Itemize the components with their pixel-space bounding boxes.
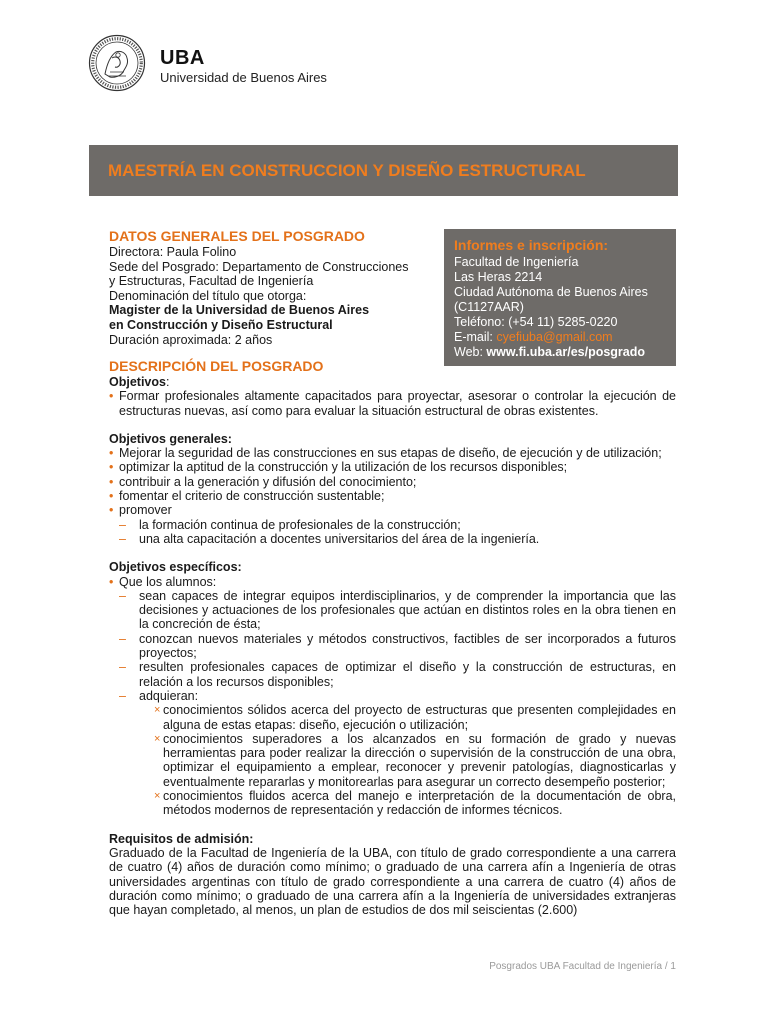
list-item-text: contribuir a la generación y difusión del conocimiento; [119, 474, 417, 489]
directora: Directora: Paula Folino [109, 245, 237, 259]
informes-line-1: Facultad de Ingeniería [454, 255, 579, 269]
informes-box [444, 229, 676, 366]
bullet-icon: • [109, 474, 114, 489]
informes-line-2: Las Heras 2214 [454, 270, 543, 284]
list-item-text: una alta capacitación a docentes universitarios del área de la ingeniería. [139, 531, 540, 546]
bullet-icon: • [109, 574, 114, 589]
uba-logo-text: UBA [160, 47, 205, 69]
requisitos-label: Requisitos de admisión: [109, 831, 254, 846]
denominacion: Denominación del título que otorga: [109, 288, 307, 303]
list-item-text: adquieran: [139, 688, 199, 703]
university-name: Universidad de Buenos Aires [160, 70, 327, 85]
email-link[interactable]: cyefiuba@gmail.com [496, 330, 613, 344]
list-item [109, 503, 676, 517]
promover-list [109, 518, 676, 547]
bullet-icon: • [109, 489, 114, 504]
university-seal-icon [88, 34, 146, 92]
datos-generales [109, 228, 439, 347]
titulo-line-2: en Construcción y Diseño Estructural [109, 317, 333, 332]
list-item-text: Mejorar la seguridad de las construcciones en sus etapas de diseño, de ejecución y de utilización; [119, 446, 662, 461]
list-item-text: conocimientos fluidos acerca del manejo e interpretación de la documentación de obra, métodos modernos de representación y redacción de informes técnicos. [163, 789, 676, 818]
bullet-icon: • [109, 460, 114, 475]
list-item [119, 632, 676, 661]
list-item-text: Que los alumnos: [119, 574, 217, 589]
objetivos-label: Objetivos [109, 375, 166, 389]
objetivos-list [109, 389, 676, 418]
dash-icon: – [119, 688, 126, 703]
list-item [109, 575, 676, 589]
descripcion [109, 358, 676, 917]
cross-icon: × [154, 732, 161, 745]
list-item [109, 460, 676, 474]
list-item [109, 489, 676, 503]
especificos-label: Objetivos específicos: [109, 560, 242, 575]
list-item [119, 518, 676, 532]
dash-icon: – [119, 588, 126, 603]
bullet-icon: • [109, 503, 114, 518]
list-item-text: conocimientos superadores a los alcanzados en su formación de grado y nuevas herramientas para poder realizar la dirección o supervisión de la construcción de una obra, optimizar el equipamiento a emplear, reconocer y prevenir patologías, diagnosticarlas y eventualmente repararlas y monitorearlas para asegurar un correcto desempeño posterior; [163, 731, 676, 789]
list-item [154, 732, 676, 789]
list-item [119, 660, 676, 689]
bullet-icon: • [109, 389, 114, 404]
informes-email-row [454, 330, 666, 345]
list-item-text: Formar profesionales altamente capacitados para proyectar, asesorar o controlar la ejecución de estructuras nuevas, así como para evaluar la situación estructural de obras existentes. [119, 389, 676, 418]
list-item [119, 689, 676, 818]
objetivos-colon: : [165, 375, 170, 389]
dash-icon: – [119, 531, 126, 546]
list-item-text: sean capaces de integrar equipos interdisciplinarios, y de comprender la importancia que las decisiones y actuaciones de los profesionales que actúan en distintos roles en la obra tienen en la concreción de ésta; [139, 588, 676, 632]
web-link[interactable]: www.fi.uba.ar/es/posgrado [486, 345, 646, 359]
objetivos-heading [109, 375, 676, 389]
list-item-text: la formación continua de profesionales de la construcción; [139, 517, 461, 532]
requisitos-text: Graduado de la Facultad de Ingeniería de la UBA, con título de grado correspondiente a una carrera de cuatro (4) años de duración como mínimo; o graduado de una carrera afín a Ingeniería de otras universidades argentinas con título de grado correspondiente a una carrera de cuatro (4) años de duración como mínimo; o graduado de una carrera afín a la Ingeniería de universidades extranjeras que hayan completado, al menos, un plan de estudios de dos mil seiscientas (2.600) [109, 845, 676, 918]
list-item-text: conocimientos sólidos acerca del proyecto de estructuras que presenten complejidades en alguna de estas etapas: diseño, ejecución o utilización; [163, 703, 676, 732]
dash-icon: – [119, 660, 126, 675]
informes-line-3: Ciudad Autónoma de Buenos Aires [454, 285, 648, 299]
list-item-text: promover [119, 503, 172, 518]
list-item [109, 475, 676, 489]
generales-list [109, 446, 676, 517]
informes-telefono: Teléfono: (+54 11) 5285-0220 [454, 315, 618, 329]
email-label: E-mail: [454, 330, 497, 344]
title-bar [89, 145, 678, 196]
informes-title: Informes e inscripción: [454, 237, 609, 253]
page-title: MAESTRÍA EN CONSTRUCCION Y DISEÑO ESTRUCTURAL [108, 161, 586, 180]
list-item [119, 589, 676, 632]
list-item [109, 446, 676, 460]
cross-icon: × [154, 704, 161, 717]
dash-icon: – [119, 517, 126, 532]
datos-title: DATOS GENERALES DEL POSGRADO [109, 228, 365, 244]
list-item-text: optimizar la aptitud de la construcción y la utilización de los recursos disponibles; [119, 460, 568, 475]
duracion: Duración aproximada: 2 años [109, 332, 273, 347]
list-item-text: conozcan nuevos materiales y métodos constructivos, factibles de ser incorporados a futuros proyectos; [139, 631, 676, 661]
cross-icon: × [154, 790, 161, 803]
descripcion-title: DESCRIPCIÓN DEL POSGRADO [109, 358, 324, 374]
list-item-text: resulten profesionales capaces de optimizar el diseño y la construcción de estructuras, en relación a los recursos disponibles; [139, 660, 676, 689]
bullet-icon: • [109, 446, 114, 461]
dash-icon: – [119, 631, 126, 646]
list-item [119, 532, 676, 546]
titulo-line-1: Magister de la Universidad de Buenos Aires [109, 303, 370, 318]
adquieran-list [139, 703, 676, 817]
list-item [154, 703, 676, 732]
sede-line-2: y Estructuras, Facultad de Ingeniería [109, 274, 314, 289]
list-item-text: fomentar el criterio de construcción sustentable; [119, 489, 385, 504]
sede-line-1: Sede del Posgrado: Departamento de Construcciones [109, 259, 409, 274]
alumnos-list [109, 589, 676, 818]
web-label: Web: [454, 345, 487, 359]
list-item [109, 389, 676, 418]
generales-label: Objetivos generales: [109, 431, 232, 446]
especificos-list [109, 575, 676, 589]
list-item [154, 789, 676, 818]
informes-line-4: (C1127AAR) [454, 300, 524, 314]
page-footer: Posgrados UBA Facultad de Ingeniería / 1 [489, 961, 676, 972]
